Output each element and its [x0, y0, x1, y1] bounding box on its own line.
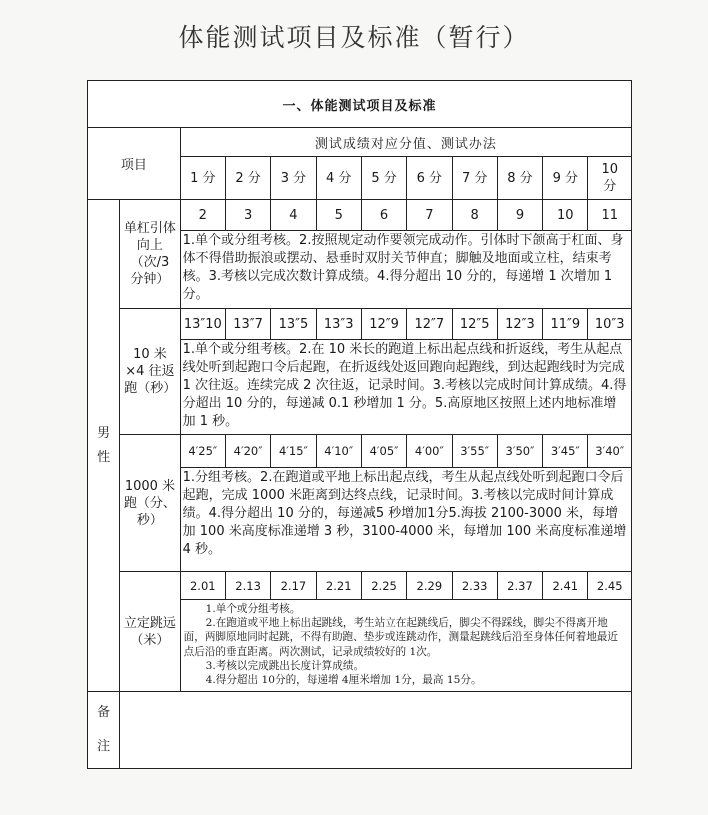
score-header: 1 分 [180, 157, 225, 200]
event-value: 2.13 [225, 572, 270, 600]
event-value: 2.33 [452, 572, 497, 600]
document-title: 体能测试项目及标准（暂行） [178, 23, 530, 52]
event-method: 1.单个或分组考核。2.按照规定动作要领完成动作。引体时下颌高于杠面、身体不得借助振浪或摆动、悬垂时双肘关节伸直；脚触及地面或立柱，结束考核。3.考核以完成次数计算成绩。4.得分超出 10 分的，每递增 1 次增加 1 分。 [180, 231, 631, 309]
event-value: 4′20″ [225, 435, 270, 468]
event-value: 2.25 [361, 572, 406, 600]
event-value: 12″7 [407, 309, 452, 340]
sex-label: 男性 [88, 200, 120, 692]
remarks-content [120, 692, 632, 769]
event-value: 2.37 [497, 572, 542, 600]
event-value: 5 [316, 200, 361, 231]
standards-table [87, 80, 632, 769]
event-value: 10 [543, 200, 588, 231]
section-title: 一、体能测试项目及标准 [88, 81, 632, 128]
method-line: 4.得分超出 10分的，每递增 4厘米增加 1分，最高 15分。 [205, 674, 482, 687]
event-value: 13″7 [225, 309, 270, 340]
method-line: 1.单个或分组考核。 [205, 603, 301, 615]
event-value: 7 [407, 200, 452, 231]
event-value: 2.29 [407, 572, 452, 600]
event-value: 4′00″ [407, 435, 452, 468]
event-value: 4′25″ [180, 435, 225, 468]
event-value: 2 [180, 200, 225, 231]
score-header: 5 分 [361, 157, 406, 200]
method-line: 3.考核以完成跳出长度计算成绩。 [205, 659, 365, 672]
event-value: 10″3 [588, 309, 632, 340]
score-header: 2 分 [225, 157, 270, 200]
event-value: 9 [497, 200, 542, 231]
event-value: 2.17 [271, 572, 316, 600]
event-value: 11 [588, 200, 632, 231]
event-value: 4 [271, 200, 316, 231]
score-header: 4 分 [316, 157, 361, 200]
event-name: 10 米×4 往返跑（秒） [120, 309, 180, 435]
event-value: 11″9 [543, 309, 588, 340]
event-value: 6 [361, 200, 406, 231]
event-name: 立定跳远（米） [120, 572, 180, 692]
event-value: 3′50″ [497, 435, 542, 468]
event-method [180, 600, 631, 692]
score-header: 10 分 [588, 157, 632, 200]
event-method: 1.单个或分组考核。2.在 10 米长的跑道上标出起点线和折返线，考生从起点线处听到起跑口令后起跑，在折返线处返回跑向起跑线，到达起跑线时为完成 1 次往返。连续完成 2 次往返，记录时间。3.考核以完成时间计算成绩。4.得分超出 10 分的，每递减 0.1 秒增加 1 分。5.高原地区按照上述内地标准增加 1 秒。 [180, 340, 631, 435]
event-value: 2.01 [180, 572, 225, 600]
event-value: 3′45″ [543, 435, 588, 468]
scores-caption: 测试成绩对应分值、测试办法 [180, 128, 631, 157]
event-method: 1.分组考核。2.在跑道或平地上标出起点线，考生从起点线处听到起跑口令后起跑，完成 1000 米距离到达终点线，记录时间。3.考核以完成时间计算成绩。4.得分超出 10 分的，每递减5 秒增加1分5.海拔 2100-3000 米，每增加 100 米高度标准递增 3 秒，3100-4000 米，每增加 100 米高度标准递增 4 秒。 [180, 468, 631, 572]
event-value: 13″10 [180, 309, 225, 340]
score-header: 3 分 [271, 157, 316, 200]
project-header: 项目 [88, 128, 181, 200]
event-value: 4′10″ [316, 435, 361, 468]
remarks-label: 备注 [88, 692, 120, 769]
event-value: 4′05″ [361, 435, 406, 468]
event-value: 2.21 [316, 572, 361, 600]
event-value: 3′40″ [588, 435, 632, 468]
event-value: 13″5 [271, 309, 316, 340]
method-line: 2.在跑道或平地上标出起跳线，考生站立在起跳线后，脚尖不得踩线，脚尖不得离开地面，两脚原地同时起跳，不得有助跑、垫步或连跳动作，测量起跳线后沿至身体任何着地最近点后沿的垂直距离。两次测试，记录成绩较好的 1次。 [183, 617, 618, 658]
event-value: 2.45 [588, 572, 632, 600]
event-name: 1000 米跑（分、秒） [120, 435, 180, 572]
event-value: 3′55″ [452, 435, 497, 468]
event-value: 12″9 [361, 309, 406, 340]
score-header: 6 分 [407, 157, 452, 200]
score-header: 8 分 [497, 157, 542, 200]
event-name: 单杠引体向上（次/3 分钟） [120, 200, 180, 309]
score-header: 7 分 [452, 157, 497, 200]
event-value: 12″5 [452, 309, 497, 340]
event-value: 8 [452, 200, 497, 231]
event-value: 12″3 [497, 309, 542, 340]
event-value: 3 [225, 200, 270, 231]
score-header: 9 分 [543, 157, 588, 200]
event-value: 2.41 [543, 572, 588, 600]
event-value: 4′15″ [271, 435, 316, 468]
event-value: 13″3 [316, 309, 361, 340]
